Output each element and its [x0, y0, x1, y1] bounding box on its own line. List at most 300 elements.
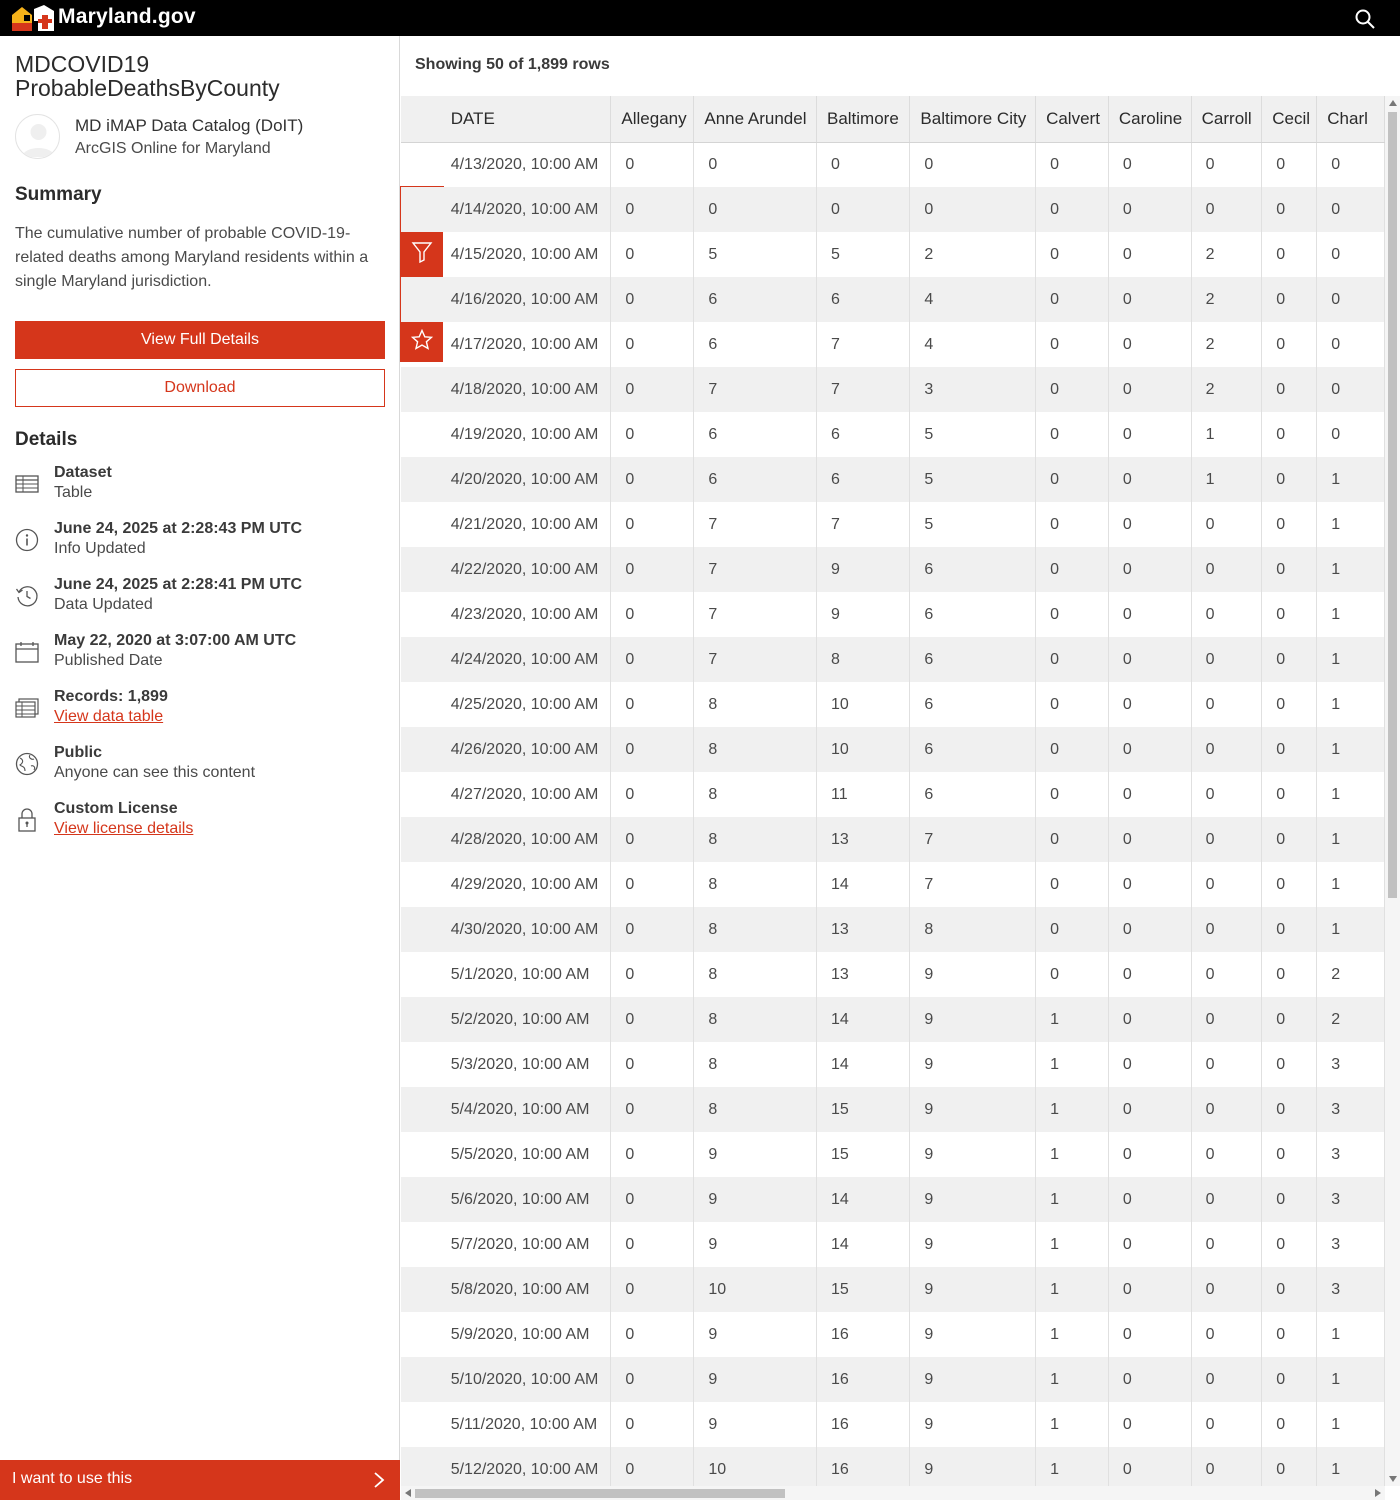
column-header[interactable]: DATE	[437, 96, 611, 142]
table-cell: 0	[1036, 862, 1109, 907]
table-row[interactable]	[401, 277, 1385, 322]
table-cell: 8	[694, 1087, 817, 1132]
table-cell: 0	[1108, 1267, 1191, 1312]
table-cell: 0	[611, 637, 694, 682]
table-row[interactable]	[401, 1087, 1385, 1132]
column-header[interactable]: Anne Arundel	[694, 96, 817, 142]
table-cell: 8	[816, 637, 909, 682]
table-scroll-area[interactable]	[401, 96, 1385, 1486]
table-cell: 0	[1036, 187, 1109, 232]
table-cell: 0	[1262, 772, 1317, 817]
table-cell: 0	[1262, 592, 1317, 637]
date-cell: 4/15/2020, 10:00 AM	[437, 232, 611, 277]
table-cell: 0	[1108, 817, 1191, 862]
row-gutter	[401, 322, 437, 367]
horizontal-scrollbar[interactable]	[401, 1486, 1385, 1500]
table-cell: 0	[1191, 1402, 1262, 1447]
table-cell: 1	[1036, 1177, 1109, 1222]
table-row[interactable]	[401, 1132, 1385, 1177]
table-cell: 3	[1317, 1267, 1385, 1312]
table-cell: 7	[910, 862, 1036, 907]
table-row[interactable]	[401, 322, 1385, 367]
table-cell: 0	[1191, 1447, 1262, 1486]
table-cell: 1	[1317, 727, 1385, 772]
table-cell: 6	[910, 592, 1036, 637]
table-cell: 6	[694, 457, 817, 502]
detail-records	[15, 688, 385, 732]
row-gutter	[401, 817, 437, 862]
table-cell: 7	[694, 592, 817, 637]
table-row[interactable]	[401, 772, 1385, 817]
table-cell: 0	[816, 142, 909, 187]
row-gutter	[401, 1267, 437, 1312]
table-cell: 6	[694, 277, 817, 322]
table-cell: 6	[910, 772, 1036, 817]
table-cell: 0	[1108, 727, 1191, 772]
table-cell: 9	[694, 1222, 817, 1267]
info-icon	[15, 528, 39, 552]
table-cell: 0	[1108, 1357, 1191, 1402]
date-cell: 4/28/2020, 10:00 AM	[437, 817, 611, 862]
table-cell: 9	[910, 997, 1036, 1042]
column-header[interactable]: Carroll	[1191, 96, 1262, 142]
table-cell: 8	[694, 907, 817, 952]
row-gutter	[401, 412, 437, 457]
details-heading: Details	[15, 429, 78, 450]
vertical-scroll-thumb[interactable]	[1388, 112, 1397, 898]
table-cell: 0	[1108, 1222, 1191, 1267]
table-cell: 0	[1036, 637, 1109, 682]
row-gutter	[401, 1402, 437, 1447]
table-row[interactable]	[401, 1402, 1385, 1447]
table-cell: 0	[694, 142, 817, 187]
row-gutter	[401, 502, 437, 547]
table-cell: 0	[1108, 592, 1191, 637]
table-cell: 6	[694, 412, 817, 457]
detail-label: June 24, 2025 at 2:28:43 PM UTC	[54, 520, 303, 537]
table-cell: 0	[1108, 1087, 1191, 1132]
row-gutter	[401, 547, 437, 592]
table-row[interactable]	[401, 547, 1385, 592]
maryland-flag-logo-icon[interactable]	[10, 3, 56, 33]
row-gutter	[401, 232, 437, 277]
row-gutter	[401, 1132, 437, 1177]
table-cell: 7	[694, 637, 817, 682]
date-cell: 5/5/2020, 10:00 AM	[437, 1132, 611, 1177]
table-cell: 1	[1036, 1402, 1109, 1447]
table-row[interactable]	[401, 1042, 1385, 1087]
table-cell: 2	[1317, 952, 1385, 997]
table-row[interactable]	[401, 1177, 1385, 1222]
date-cell: 5/4/2020, 10:00 AM	[437, 1087, 611, 1132]
scroll-left-arrow-icon[interactable]	[405, 1489, 411, 1497]
table-cell: 4	[910, 277, 1036, 322]
table-cell: 0	[611, 1357, 694, 1402]
table-row[interactable]	[401, 1357, 1385, 1402]
table-cell: 0	[1108, 862, 1191, 907]
table-cell: 5	[910, 502, 1036, 547]
detail-published	[15, 632, 385, 676]
table-cell: 0	[1191, 817, 1262, 862]
date-cell: 4/14/2020, 10:00 AM	[437, 187, 611, 232]
table-cell: 2	[1317, 997, 1385, 1042]
date-cell: 5/11/2020, 10:00 AM	[437, 1402, 611, 1447]
table-row[interactable]	[401, 1222, 1385, 1267]
table-cell: 1	[1036, 1132, 1109, 1177]
data-table	[401, 96, 1385, 1486]
table-cell: 0	[694, 187, 817, 232]
table-row[interactable]	[401, 952, 1385, 997]
row-gutter	[401, 637, 437, 682]
date-cell: 4/20/2020, 10:00 AM	[437, 457, 611, 502]
date-cell: 4/17/2020, 10:00 AM	[437, 322, 611, 367]
detail-label: Dataset	[54, 464, 112, 481]
row-gutter	[401, 1042, 437, 1087]
table-cell: 0	[1191, 1042, 1262, 1087]
table-cell: 8	[694, 682, 817, 727]
detail-label: Custom License	[54, 800, 178, 817]
column-header[interactable]: Cecil	[1262, 96, 1317, 142]
rows-info: Showing 50 of 1,899 rows	[415, 56, 610, 73]
table-row[interactable]	[401, 862, 1385, 907]
table-cell: 5	[910, 412, 1036, 457]
use-bar-label: I want to use this	[12, 1470, 133, 1487]
table-cell: 0	[1191, 997, 1262, 1042]
row-gutter	[401, 367, 437, 412]
table-cell: 0	[1262, 457, 1317, 502]
date-cell: 4/25/2020, 10:00 AM	[437, 682, 611, 727]
table-row[interactable]	[401, 637, 1385, 682]
table-cell: 10	[816, 682, 909, 727]
table-cell: 10	[694, 1447, 817, 1486]
table-row[interactable]	[401, 1447, 1385, 1486]
table-row[interactable]	[401, 457, 1385, 502]
table-cell: 9	[910, 1042, 1036, 1087]
row-gutter	[401, 907, 437, 952]
table-row[interactable]	[401, 412, 1385, 457]
table-cell: 10	[816, 727, 909, 772]
column-header[interactable]: Calvert	[1036, 96, 1109, 142]
table-cell: 8	[694, 1042, 817, 1087]
table-cell: 8	[694, 817, 817, 862]
table-cell: 0	[611, 232, 694, 277]
table-cell: 0	[611, 592, 694, 637]
table-cell: 0	[1108, 952, 1191, 997]
view-data-table-link[interactable]: View data table	[54, 708, 164, 725]
table-cell: 8	[694, 862, 817, 907]
table-cell: 0	[1262, 1312, 1317, 1357]
table-cell: 0	[611, 1222, 694, 1267]
calendar-icon	[15, 640, 39, 664]
table-row[interactable]	[401, 727, 1385, 772]
row-gutter	[401, 1312, 437, 1357]
table-cell: 1	[1317, 637, 1385, 682]
table-cell: 0	[1262, 1447, 1317, 1486]
table-icon	[15, 472, 39, 496]
table-cell: 3	[1317, 1042, 1385, 1087]
date-cell: 5/3/2020, 10:00 AM	[437, 1042, 611, 1087]
table-cell: 0	[1262, 1357, 1317, 1402]
table-cell: 0	[611, 277, 694, 322]
summary-text: The cumulative number of probable COVID-19-related deaths among Maryland residents within a single Maryland jurisdiction.	[15, 225, 369, 290]
table-row[interactable]	[401, 592, 1385, 637]
search-icon[interactable]	[1354, 8, 1376, 30]
table-cell: 0	[1262, 1177, 1317, 1222]
table-cell: 0	[1108, 367, 1191, 412]
table-cell: 0	[1191, 862, 1262, 907]
date-cell: 4/24/2020, 10:00 AM	[437, 637, 611, 682]
table-cell: 0	[611, 502, 694, 547]
table-cell: 0	[1036, 412, 1109, 457]
table-row[interactable]	[401, 1312, 1385, 1357]
table-cell: 14	[816, 1222, 909, 1267]
table-row[interactable]	[401, 232, 1385, 277]
table-cell: 0	[1108, 1312, 1191, 1357]
table-cell: 0	[1262, 1222, 1317, 1267]
table-cell: 0	[611, 997, 694, 1042]
table-cell: 0	[1108, 1132, 1191, 1177]
table-cell: 1	[1317, 1447, 1385, 1486]
table-cell: 0	[1036, 367, 1109, 412]
date-cell: 5/10/2020, 10:00 AM	[437, 1357, 611, 1402]
table-cell: 5	[816, 232, 909, 277]
table-cell: 0	[1036, 322, 1109, 367]
download-button[interactable]: Download	[15, 369, 385, 407]
table-cell: 9	[910, 1312, 1036, 1357]
table-cell: 0	[1191, 142, 1262, 187]
table-cell: 0	[611, 862, 694, 907]
table-cell: 9	[910, 1357, 1036, 1402]
table-cell: 9	[694, 1177, 817, 1222]
table-cell: 6	[910, 682, 1036, 727]
table-cell: 0	[1262, 412, 1317, 457]
table-cell: 1	[1317, 1357, 1385, 1402]
table-cell: 1	[1317, 592, 1385, 637]
table-row[interactable]	[401, 187, 1385, 232]
table-cell: 7	[694, 502, 817, 547]
scroll-down-arrow-icon[interactable]	[1389, 1476, 1397, 1482]
table-cell: 0	[1262, 187, 1317, 232]
table-cell: 8	[694, 727, 817, 772]
records-count: Records: 1,899	[54, 688, 168, 705]
column-header[interactable]: Baltimore	[816, 96, 909, 142]
table-row[interactable]	[401, 817, 1385, 862]
column-header[interactable]: Caroline	[1108, 96, 1191, 142]
table-cell: 0	[1108, 277, 1191, 322]
table-row[interactable]	[401, 907, 1385, 952]
table-cell: 0	[1317, 277, 1385, 322]
detail-value: Data Updated	[54, 596, 153, 613]
table-cell: 14	[816, 997, 909, 1042]
table-cell: 6	[816, 412, 909, 457]
table-cell: 2	[1191, 232, 1262, 277]
row-gutter	[401, 277, 437, 322]
table-cell: 0	[1317, 187, 1385, 232]
view-license-details-link[interactable]: View license details	[54, 820, 194, 837]
detail-value: Published Date	[54, 652, 163, 669]
user-avatar-icon	[16, 115, 60, 159]
table-cell: 0	[1108, 187, 1191, 232]
table-cell: 9	[816, 592, 909, 637]
table-cell: 0	[1262, 952, 1317, 997]
sidebar	[0, 36, 400, 1500]
table-cell: 16	[816, 1357, 909, 1402]
table-header-row	[401, 96, 1385, 142]
table-cell: 0	[1191, 1177, 1262, 1222]
table-cell: 0	[1191, 907, 1262, 952]
table-cell: 1	[1317, 547, 1385, 592]
i-want-to-use-this-button[interactable]	[0, 1460, 400, 1500]
table-cell: 16	[816, 1312, 909, 1357]
row-gutter	[401, 727, 437, 772]
table-cell: 0	[1262, 367, 1317, 412]
table-row[interactable]	[401, 997, 1385, 1042]
table-cell: 9	[910, 1222, 1036, 1267]
row-gutter	[401, 457, 437, 502]
table-cell: 0	[816, 187, 909, 232]
table-cell: 5	[910, 457, 1036, 502]
date-cell: 4/22/2020, 10:00 AM	[437, 547, 611, 592]
table-cell: 0	[611, 772, 694, 817]
table-row[interactable]	[401, 502, 1385, 547]
date-cell: 4/19/2020, 10:00 AM	[437, 412, 611, 457]
table-cell: 1	[1317, 1312, 1385, 1357]
table-cell: 0	[611, 1447, 694, 1486]
table-cell: 2	[1191, 367, 1262, 412]
table-cell: 3	[1317, 1177, 1385, 1222]
table-cell: 0	[1108, 1402, 1191, 1447]
date-cell: 5/8/2020, 10:00 AM	[437, 1267, 611, 1312]
table-cell: 0	[1108, 1177, 1191, 1222]
brand-name[interactable]: Maryland.gov	[58, 5, 196, 28]
table-cell: 0	[1191, 1132, 1262, 1177]
table-cell: 0	[1262, 637, 1317, 682]
table-cell: 2	[1191, 277, 1262, 322]
row-gutter-header	[401, 96, 437, 142]
table-cell: 0	[1317, 142, 1385, 187]
table-cell: 0	[1036, 592, 1109, 637]
table-cell: 1	[1191, 412, 1262, 457]
table-cell: 0	[1036, 547, 1109, 592]
table-cell: 0	[1262, 682, 1317, 727]
scroll-up-arrow-icon[interactable]	[1389, 100, 1397, 106]
table-cell: 8	[694, 997, 817, 1042]
table-cell: 9	[910, 1447, 1036, 1486]
column-header[interactable]: Charl	[1317, 96, 1385, 142]
table-cell: 7	[816, 502, 909, 547]
table-cell: 0	[1108, 322, 1191, 367]
avatar[interactable]	[15, 114, 60, 159]
detail-label: June 24, 2025 at 2:28:41 PM UTC	[54, 576, 303, 593]
owner-name[interactable]: MD iMAP Data Catalog (DoIT)	[75, 116, 304, 135]
table-cell: 1	[1036, 1042, 1109, 1087]
table-cell: 3	[910, 367, 1036, 412]
table-cell: 0	[1036, 817, 1109, 862]
table-cell: 0	[1108, 232, 1191, 277]
table-cell: 0	[1191, 1357, 1262, 1402]
table-cell: 0	[1262, 907, 1317, 952]
table-row[interactable]	[401, 1267, 1385, 1312]
table-cell: 6	[910, 547, 1036, 592]
table-cell: 0	[611, 367, 694, 412]
date-cell: 4/26/2020, 10:00 AM	[437, 727, 611, 772]
date-cell: 4/27/2020, 10:00 AM	[437, 772, 611, 817]
table-cell: 0	[1262, 1042, 1317, 1087]
table-cell: 1	[1317, 862, 1385, 907]
table-cell: 0	[1191, 502, 1262, 547]
table-cell: 0	[1317, 322, 1385, 367]
table-cell: 15	[816, 1267, 909, 1312]
detail-license	[15, 800, 385, 844]
table-row[interactable]	[401, 142, 1385, 187]
table-cell: 0	[1108, 1042, 1191, 1087]
table-cell: 9	[694, 1357, 817, 1402]
table-cell: 9	[910, 1177, 1036, 1222]
table-row[interactable]	[401, 682, 1385, 727]
date-cell: 4/21/2020, 10:00 AM	[437, 502, 611, 547]
table-cell: 0	[1262, 142, 1317, 187]
detail-value: Info Updated	[54, 540, 146, 557]
table-cell: 6	[694, 322, 817, 367]
table-cell: 0	[1108, 1447, 1191, 1486]
table-cell: 0	[1108, 502, 1191, 547]
table-cell: 8	[910, 907, 1036, 952]
column-header[interactable]: Allegany	[611, 96, 694, 142]
vertical-scrollbar[interactable]	[1385, 96, 1400, 1486]
table-cell: 0	[1262, 277, 1317, 322]
table-cell: 0	[1036, 682, 1109, 727]
row-gutter	[401, 682, 437, 727]
table-cell: 2	[1191, 322, 1262, 367]
table-cell: 0	[1262, 1267, 1317, 1312]
table-cell: 6	[816, 277, 909, 322]
page-title: MDCOVID19 ProbableDeathsByCounty	[15, 51, 280, 101]
table-cell: 0	[1262, 232, 1317, 277]
table-cell: 0	[1191, 592, 1262, 637]
table-cell: 0	[611, 1132, 694, 1177]
horizontal-scroll-thumb[interactable]	[415, 1489, 785, 1498]
table-cell: 16	[816, 1447, 909, 1486]
table-cell: 0	[611, 457, 694, 502]
table-cell: 0	[1191, 547, 1262, 592]
table-cell: 0	[1262, 817, 1317, 862]
table-cell: 0	[1262, 547, 1317, 592]
table-cell: 0	[1108, 682, 1191, 727]
view-full-details-button[interactable]: View Full Details	[15, 321, 385, 359]
table-cell: 0	[611, 1267, 694, 1312]
table-cell: 3	[1317, 1087, 1385, 1132]
history-icon	[15, 584, 39, 608]
row-gutter	[401, 1177, 437, 1222]
column-header[interactable]: Baltimore City	[910, 96, 1036, 142]
table-cell: 0	[910, 187, 1036, 232]
table-cell: 0	[910, 142, 1036, 187]
date-cell: 5/1/2020, 10:00 AM	[437, 952, 611, 997]
table-row[interactable]	[401, 367, 1385, 412]
table-cell: 0	[1191, 1312, 1262, 1357]
table-cell: 14	[816, 862, 909, 907]
table-cell: 0	[1108, 412, 1191, 457]
table-cell: 0	[1317, 232, 1385, 277]
table-cell: 0	[1262, 1402, 1317, 1447]
scroll-right-arrow-icon[interactable]	[1375, 1489, 1381, 1497]
table-cell: 0	[611, 1087, 694, 1132]
table-cell: 0	[1191, 952, 1262, 997]
table-cell: 0	[1036, 907, 1109, 952]
table-cell: 0	[611, 547, 694, 592]
table-cell: 14	[816, 1042, 909, 1087]
table-cell: 1	[1036, 1222, 1109, 1267]
